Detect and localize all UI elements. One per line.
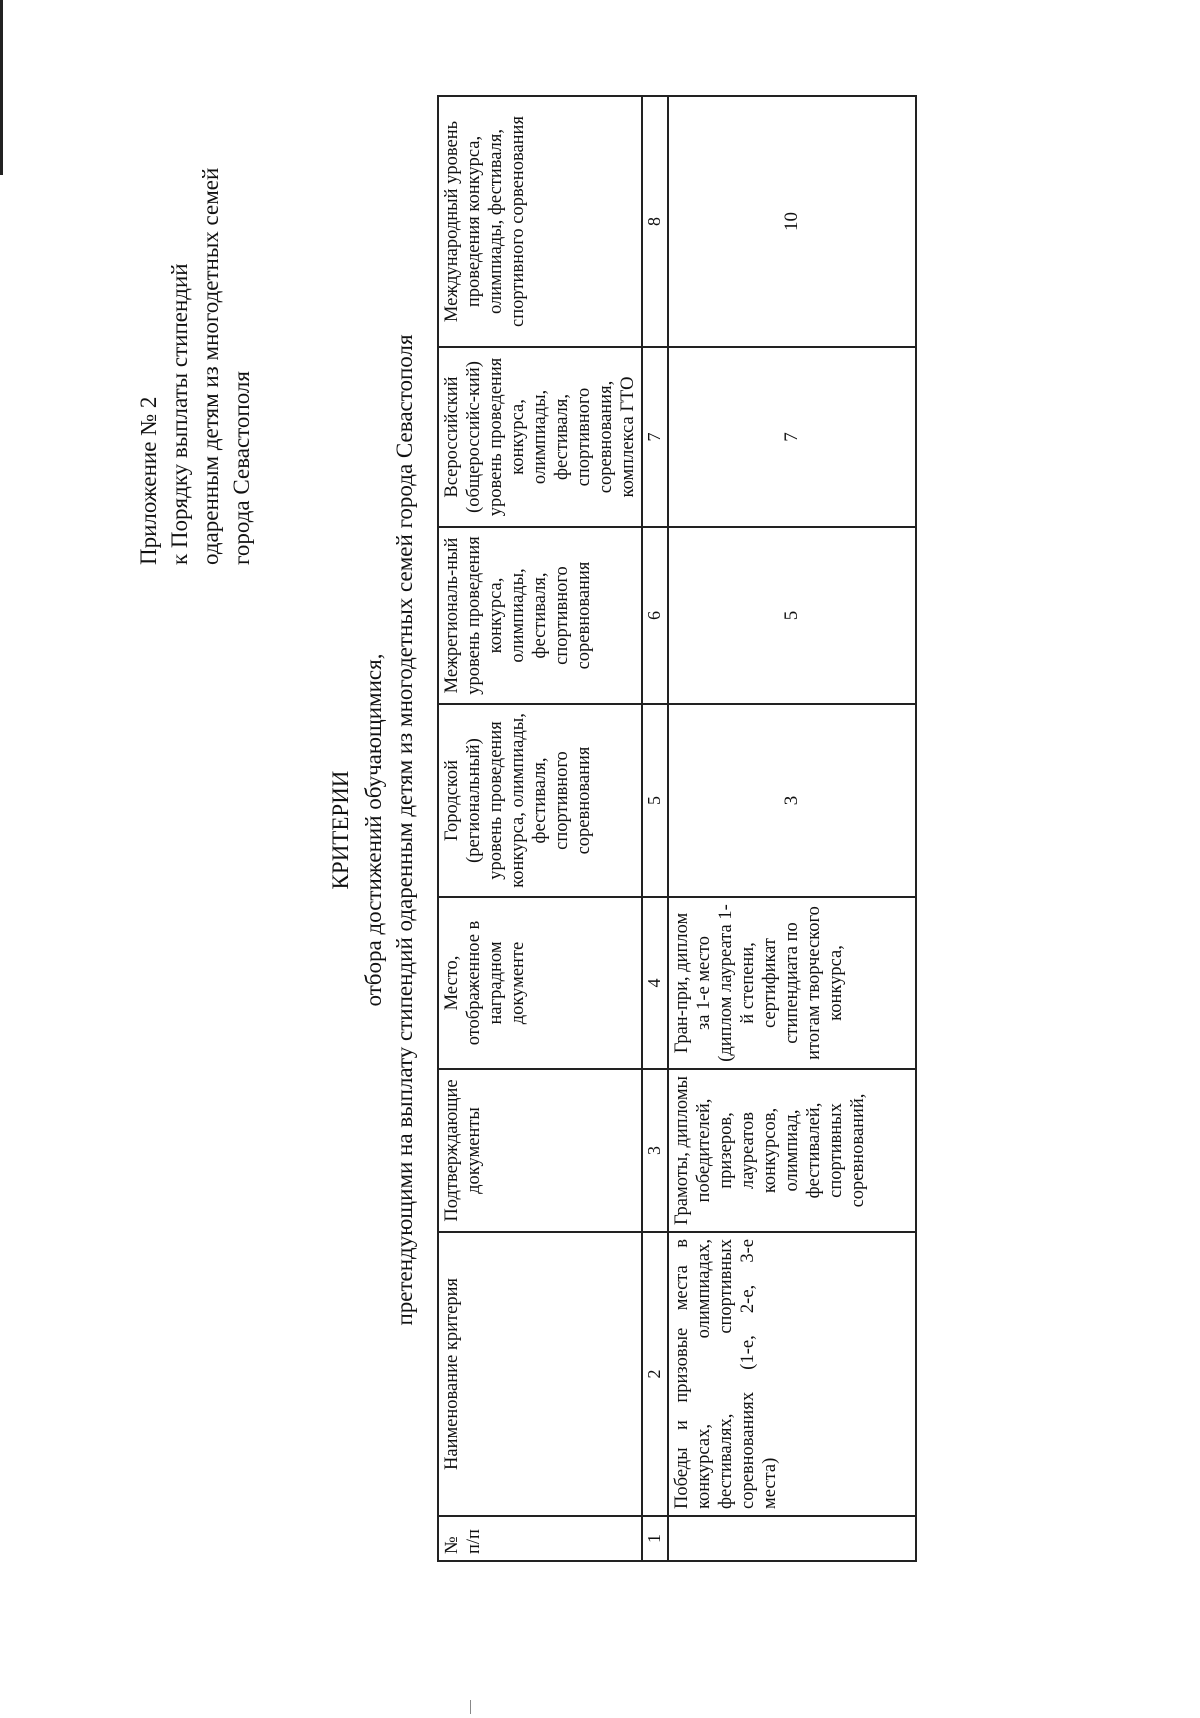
appendix-line: Приложение № 2 — [136, 396, 161, 565]
title-subtitle: отбора достижений обучающимися, — [361, 653, 386, 1007]
criterion-cell: Победы и призовые места в конкурсах, олимпиадах, фестивалях, спортивных соревнованиях (1-е, 2-е, 3-е места) — [668, 1232, 916, 1516]
place-cell: Гран-при, диплом за 1-е место (диплом лауреата 1-й степени, сертификат стипендиата по итогам творческого конкурса, — [668, 897, 916, 1069]
rotated-page — [25, 60, 1075, 1600]
header-cell-number: № п/п — [438, 1516, 642, 1561]
header-cell-criterion: Наименование критерия — [438, 1232, 642, 1516]
header-cell-interregional-level: Межрегиональ-ный уровень проведения конкурса, олимпиады, фестиваля, спортивного соревнования — [438, 527, 642, 704]
column-number: 6 — [642, 527, 668, 704]
interregional-points-cell: 5 — [668, 527, 916, 704]
table-row — [668, 96, 916, 1561]
column-number: 5 — [642, 704, 668, 897]
national-points-cell: 7 — [668, 347, 916, 527]
column-number: 1 — [642, 1516, 668, 1561]
column-number: 8 — [642, 96, 668, 347]
document-title — [325, 60, 420, 1600]
appendix-note — [133, 145, 257, 565]
appendix-line: к Порядку выплаты стипендий — [167, 263, 192, 565]
header-cell-international-level: Международный уровень проведения конкурса, олимпиады, фестиваля, спортивного сорвенования — [438, 96, 642, 347]
row-number-cell — [668, 1516, 916, 1561]
documents-cell: Грамоты, дипломы победителей, призеров, лауреатов конкурсов, олимпиад, фестивалей, спортивных соревнований, — [668, 1069, 916, 1232]
column-number: 3 — [642, 1069, 668, 1232]
column-number: 4 — [642, 897, 668, 1069]
header-cell-place: Место, отображенное в наградном документе — [438, 897, 642, 1069]
appendix-line: города Севастополя — [229, 371, 254, 565]
header-cell-city-level: Городской (региональный) уровень проведения конкурса, олимпиады, фестиваля, спортивного соревнования — [438, 704, 642, 897]
scan-mark — [470, 1700, 471, 1714]
title-heading: КРИТЕРИИ — [328, 770, 353, 890]
column-number-row — [642, 96, 668, 1561]
table-header-row — [438, 96, 642, 1561]
international-points-cell: 10 — [668, 96, 916, 347]
appendix-line: одаренным детям из многодетных семей — [198, 167, 223, 565]
criteria-table — [437, 95, 917, 1562]
header-cell-national-level: Всероссийский (общероссийс-кий) уровень проведения конкурса, олимпиады, фестиваля, спортивного соревнования, комплекса ГТО — [438, 347, 642, 527]
left-edge-mark — [0, 0, 3, 175]
column-number: 2 — [642, 1232, 668, 1516]
title-subtitle-2: претендующими на выплату стипендий одаренным детям из многодетных семей города Севастополя — [392, 334, 417, 1326]
column-number: 7 — [642, 347, 668, 527]
city-points-cell: 3 — [668, 704, 916, 897]
header-cell-documents: Подтверждающие документы — [438, 1069, 642, 1232]
